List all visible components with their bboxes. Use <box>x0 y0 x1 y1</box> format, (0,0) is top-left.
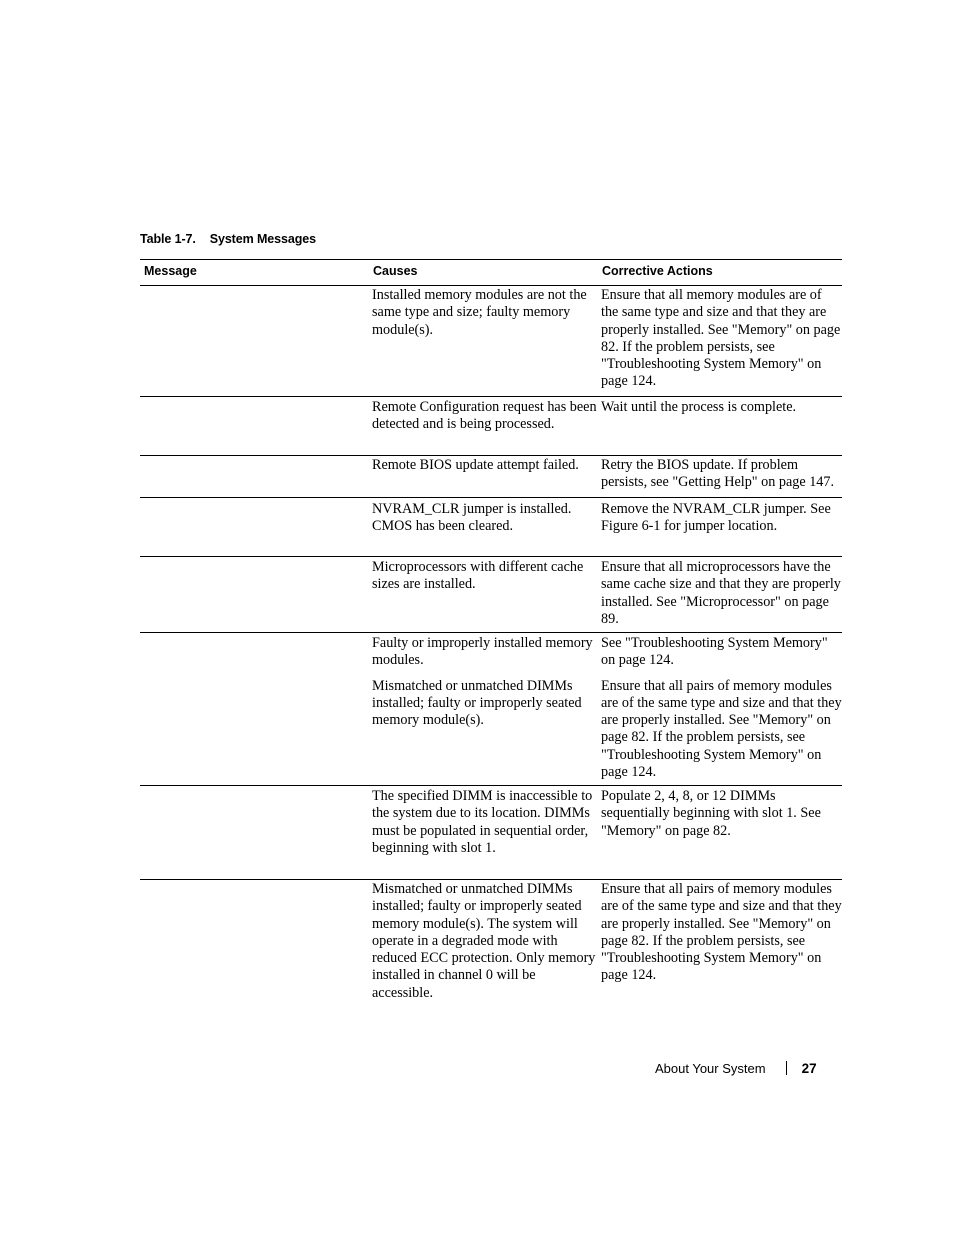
corrective-actions-cell <box>598 559 842 632</box>
cause-text: Remote Configuration request has been detected and is being processed. <box>372 399 597 433</box>
page-footer <box>655 1061 817 1076</box>
message-cell <box>140 287 369 396</box>
table-row <box>140 456 842 498</box>
header-message: Message <box>144 264 197 278</box>
action-text: Populate 2, 4, 8, or 12 DIMMs sequentially beginning with slot 1. See "Memory" on page 82. <box>601 788 821 839</box>
corrective-actions-cell <box>598 399 842 455</box>
corrective-actions-cell <box>598 635 842 785</box>
corrective-actions-cell <box>598 457 842 497</box>
corrective-actions-cell <box>598 788 842 879</box>
table-caption <box>140 232 316 246</box>
table-number: Table 1-7. <box>140 232 196 246</box>
message-cell <box>140 788 369 879</box>
causes-cell <box>369 635 598 785</box>
causes-cell <box>369 287 598 396</box>
table-row <box>140 633 842 786</box>
cause-text: Faulty or improperly installed memory modules. <box>372 635 593 669</box>
header-causes: Causes <box>373 264 418 278</box>
corrective-actions-cell <box>598 881 842 1020</box>
message-cell <box>140 559 369 632</box>
page-number: 27 <box>801 1061 817 1076</box>
message-cell <box>140 501 369 556</box>
table-header <box>140 259 842 286</box>
message-cell <box>140 881 369 1020</box>
action-text: Ensure that all pairs of memory modules are of the same type and size and that they are properly installed. See "Memory" on page 82. If the problem persists, see "Troubleshooting System Memory" on page 124. <box>601 881 842 984</box>
message-cell <box>140 399 369 455</box>
action-text: Ensure that all microprocessors have the same cache size and that they are properly installed. See "Microprocessor" on page 89. <box>601 559 841 627</box>
causes-cell <box>369 559 598 632</box>
table-row <box>140 498 842 557</box>
cause-text: Microprocessors with different cache sizes are installed. <box>372 559 584 593</box>
footer-divider <box>786 1061 787 1075</box>
table-body <box>140 286 842 1020</box>
message-cell <box>140 635 369 785</box>
table-row <box>140 557 842 633</box>
action-text: Retry the BIOS update. If problem persists, see "Getting Help" on page 147. <box>601 457 835 491</box>
action-text: Ensure that all pairs of memory modules are of the same type and size and that they are properly installed. See "Memory" on page 82. If the problem persists, see "Troubleshooting System Memory" on page 124. <box>601 677 842 781</box>
header-corrective-actions: Corrective Actions <box>602 264 713 278</box>
footer-section-title: About Your System <box>655 1061 766 1076</box>
cause-text: Installed memory modules are not the same type and size; faulty memory module(s). <box>372 287 587 338</box>
cause-text: Mismatched or unmatched DIMMs installed; faulty or improperly seated memory module(s). <box>372 677 582 729</box>
corrective-actions-cell <box>598 287 842 396</box>
action-text: Remove the NVRAM_CLR jumper. See Figure 6-1 for jumper location. <box>601 501 831 535</box>
causes-cell <box>369 881 598 1020</box>
action-text: Ensure that all memory modules are of the same type and size and that they are properly installed. See "Memory" on page 82. If the problem persists, see "Troubleshooting System Memory" on page 124. <box>601 287 841 390</box>
system-messages-table <box>140 259 842 1020</box>
message-cell <box>140 457 369 497</box>
causes-cell <box>369 457 598 497</box>
table-title: System Messages <box>209 232 316 246</box>
action-text: See "Troubleshooting System Memory" on page 124. <box>601 635 828 669</box>
causes-cell <box>369 788 598 879</box>
table-row <box>140 880 842 1020</box>
causes-cell <box>369 399 598 455</box>
cause-text: Remote BIOS update attempt failed. <box>372 457 579 473</box>
table-row <box>140 786 842 880</box>
causes-cell <box>369 501 598 556</box>
cause-text: NVRAM_CLR jumper is installed. CMOS has been cleared. <box>372 501 572 535</box>
corrective-actions-cell <box>598 501 842 556</box>
table-row <box>140 397 842 456</box>
cause-text: Mismatched or unmatched DIMMs installed; faulty or improperly seated memory module(s). The system will operate in a degraded mode with reduced ECC protection. Only memory installed in channel 0 will be accessible. <box>372 881 596 1001</box>
action-text: Wait until the process is complete. <box>601 399 797 415</box>
cause-text: The specified DIMM is inaccessible to the system due to its location. DIMMs must be populated in sequential order, beginning with slot 1. <box>372 788 593 856</box>
table-row <box>140 286 842 397</box>
